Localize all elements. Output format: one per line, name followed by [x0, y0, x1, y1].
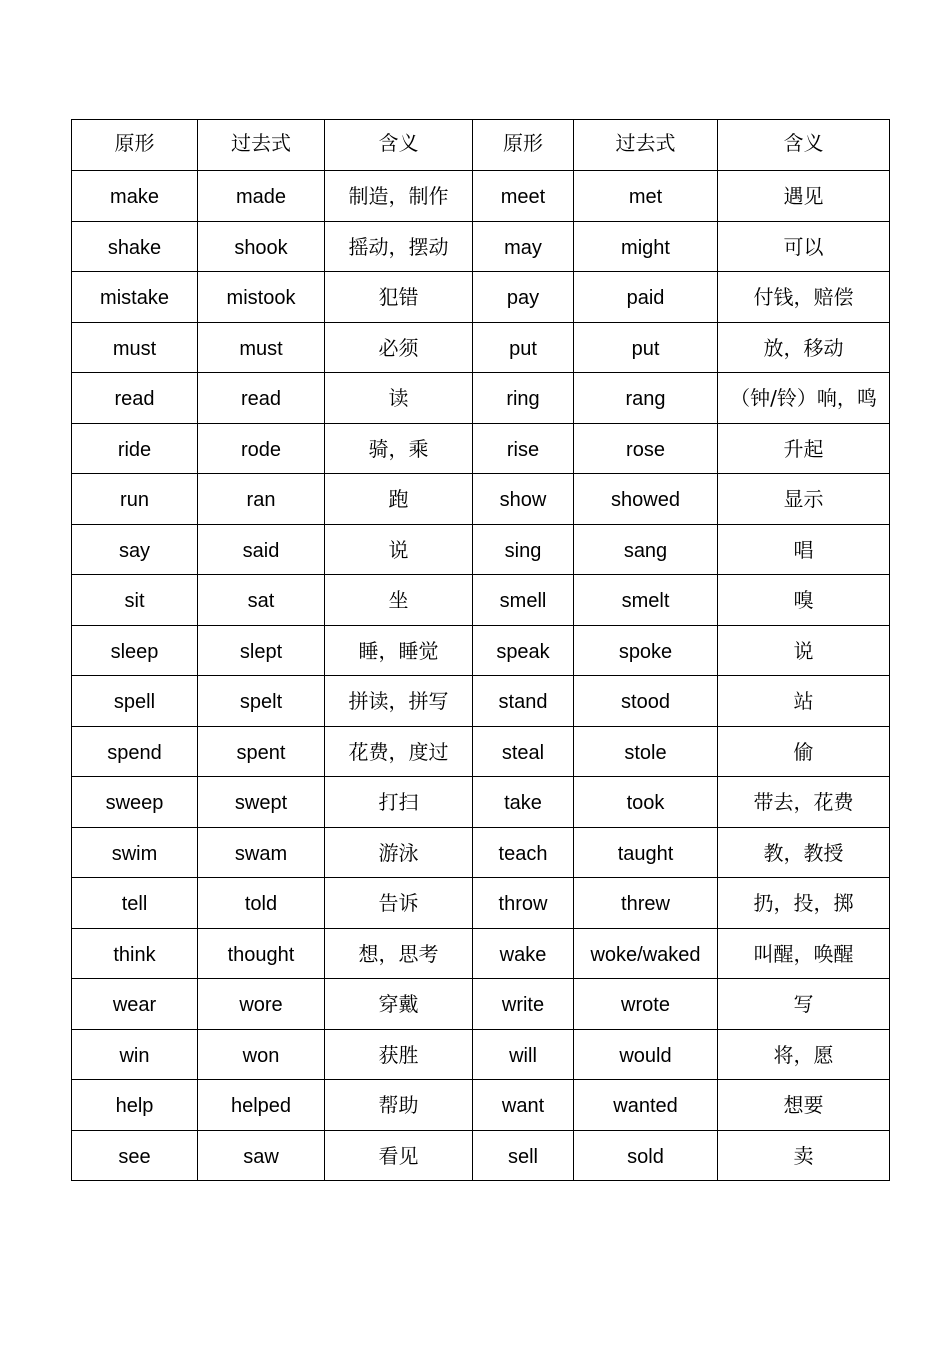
cell-text: steal — [501, 741, 545, 764]
cell-base-form — [72, 625, 198, 676]
cell-base-form — [473, 1029, 574, 1080]
cell-text: 骑，乘 — [368, 436, 429, 461]
header-label: 过去式 — [615, 130, 676, 155]
cell-past-tense — [198, 1029, 325, 1080]
cell-past-tense — [574, 171, 718, 222]
cell-text: must — [239, 337, 283, 360]
cell-meaning — [718, 1029, 890, 1080]
cell-text: 花费，度过 — [348, 739, 449, 764]
cell-text: see — [118, 1145, 151, 1168]
cell-past-tense — [198, 1130, 325, 1181]
cell-text: might — [621, 236, 670, 259]
cell-past-tense — [574, 221, 718, 272]
cell-text: wrote — [621, 994, 670, 1017]
cell-past-tense — [198, 373, 325, 424]
cell-text: 嗅 — [793, 588, 814, 613]
cell-past-tense — [574, 524, 718, 575]
cell-meaning — [325, 1080, 473, 1131]
cell-text: swim — [111, 842, 158, 865]
cell-meaning — [718, 1130, 890, 1181]
table-row — [72, 322, 890, 373]
cell-text: write — [501, 994, 545, 1017]
cell-text: 放，移动 — [763, 335, 844, 360]
cell-text: 升起 — [783, 436, 824, 461]
cell-text: 摇动，摆动 — [348, 234, 449, 259]
cell-text: mistook — [226, 287, 296, 310]
table-row — [72, 221, 890, 272]
cell-text: tell — [121, 893, 148, 916]
cell-text: sang — [623, 539, 668, 562]
cell-past-tense — [574, 575, 718, 626]
cell-text: read — [240, 388, 282, 411]
cell-base-form — [473, 524, 574, 575]
cell-base-form — [473, 827, 574, 878]
table-row — [72, 171, 890, 222]
cell-past-tense — [574, 676, 718, 727]
header-base-form — [72, 120, 198, 171]
cell-text: 看见 — [378, 1143, 419, 1168]
cell-meaning — [718, 979, 890, 1030]
cell-past-tense — [574, 1080, 718, 1131]
cell-base-form — [72, 221, 198, 272]
cell-base-form — [473, 726, 574, 777]
cell-base-form — [72, 272, 198, 323]
cell-text: spend — [107, 741, 162, 764]
cell-text: made — [235, 186, 287, 209]
cell-text: ride — [117, 438, 152, 461]
cell-text: 遇见 — [783, 184, 824, 209]
cell-past-tense — [198, 827, 325, 878]
cell-base-form — [72, 474, 198, 525]
cell-base-form — [72, 1130, 198, 1181]
table-body — [72, 120, 890, 1181]
cell-past-tense — [198, 272, 325, 323]
cell-text: paid — [626, 287, 665, 310]
table-row — [72, 676, 890, 727]
cell-past-tense — [574, 1130, 718, 1181]
cell-meaning — [325, 676, 473, 727]
cell-base-form — [72, 777, 198, 828]
cell-base-form — [473, 423, 574, 474]
cell-text: took — [626, 792, 665, 815]
cell-base-form — [72, 928, 198, 979]
cell-meaning — [718, 272, 890, 323]
cell-text: teach — [498, 842, 548, 865]
cell-past-tense — [574, 272, 718, 323]
cell-text: 必须 — [378, 335, 419, 360]
cell-text: put — [631, 337, 660, 360]
cell-base-form — [473, 625, 574, 676]
cell-base-form — [72, 322, 198, 373]
cell-text: rose — [626, 438, 665, 461]
cell-base-form — [72, 373, 198, 424]
cell-base-form — [72, 827, 198, 878]
cell-text: 卖 — [793, 1143, 814, 1168]
header-label: 原形 — [114, 130, 155, 155]
cell-text: spelt — [239, 691, 283, 714]
table-row — [72, 726, 890, 777]
cell-past-tense — [574, 322, 718, 373]
cell-meaning — [325, 777, 473, 828]
cell-text: spoke — [618, 640, 673, 663]
cell-meaning — [718, 1080, 890, 1131]
table-row — [72, 1029, 890, 1080]
cell-text: told — [244, 893, 278, 916]
cell-text: ring — [506, 388, 540, 411]
cell-meaning — [325, 928, 473, 979]
cell-meaning — [325, 221, 473, 272]
cell-text: sweep — [105, 792, 164, 815]
cell-text: throw — [498, 893, 548, 916]
cell-text: want — [501, 1095, 545, 1118]
cell-text: 唱 — [793, 537, 814, 562]
cell-text: show — [499, 489, 547, 512]
cell-past-tense — [198, 979, 325, 1030]
cell-past-tense — [574, 423, 718, 474]
cell-past-tense — [198, 322, 325, 373]
cell-past-tense — [574, 979, 718, 1030]
table-row — [72, 625, 890, 676]
header-meaning — [325, 120, 473, 171]
cell-meaning — [718, 373, 890, 424]
cell-base-form — [72, 979, 198, 1030]
cell-past-tense — [574, 474, 718, 525]
cell-text: sing — [504, 539, 542, 562]
cell-text: mistake — [100, 287, 169, 310]
cell-base-form — [473, 1080, 574, 1131]
cell-past-tense — [198, 524, 325, 575]
cell-past-tense — [198, 575, 325, 626]
cell-text: rise — [506, 438, 540, 461]
cell-base-form — [72, 423, 198, 474]
cell-text: 带去，花费 — [753, 790, 854, 815]
cell-meaning — [718, 928, 890, 979]
cell-base-form — [473, 171, 574, 222]
cell-text: 游泳 — [378, 840, 419, 865]
cell-meaning — [718, 322, 890, 373]
cell-meaning — [718, 827, 890, 878]
cell-text: 帮助 — [378, 1093, 419, 1118]
cell-text: 显示 — [783, 487, 824, 512]
cell-past-tense — [574, 373, 718, 424]
cell-meaning — [718, 575, 890, 626]
cell-text: sleep — [110, 640, 159, 663]
cell-base-form — [473, 928, 574, 979]
cell-text: sell — [507, 1145, 538, 1168]
cell-base-form — [473, 322, 574, 373]
cell-text: 坐 — [388, 588, 409, 613]
table-row — [72, 474, 890, 525]
cell-base-form — [473, 979, 574, 1030]
cell-base-form — [72, 524, 198, 575]
cell-text: 跑 — [388, 487, 409, 512]
cell-text: shake — [107, 236, 162, 259]
cell-base-form — [473, 878, 574, 929]
cell-text: smell — [499, 590, 547, 613]
cell-meaning — [718, 625, 890, 676]
cell-meaning — [718, 474, 890, 525]
header-label: 原形 — [503, 130, 543, 155]
cell-text: thought — [227, 943, 295, 966]
cell-text: help — [115, 1095, 154, 1118]
cell-past-tense — [198, 423, 325, 474]
cell-base-form — [473, 272, 574, 323]
cell-past-tense — [198, 676, 325, 727]
cell-past-tense — [574, 878, 718, 929]
cell-base-form — [72, 878, 198, 929]
cell-text: helped — [230, 1095, 292, 1118]
cell-text: 穿戴 — [378, 992, 419, 1017]
header-past-tense — [574, 120, 718, 171]
cell-meaning — [325, 878, 473, 929]
cell-meaning — [718, 676, 890, 727]
cell-meaning — [718, 726, 890, 777]
cell-meaning — [718, 777, 890, 828]
cell-text: smelt — [621, 590, 670, 613]
cell-text: showed — [611, 489, 680, 512]
cell-past-tense — [574, 827, 718, 878]
cell-text: may — [504, 236, 542, 259]
cell-text: 说 — [793, 638, 814, 663]
cell-text: 教，教授 — [763, 840, 844, 865]
cell-base-form — [473, 676, 574, 727]
cell-text: shook — [234, 236, 288, 259]
table-row — [72, 827, 890, 878]
cell-meaning — [325, 524, 473, 575]
header-meaning — [718, 120, 890, 171]
cell-past-tense — [198, 928, 325, 979]
cell-meaning — [718, 878, 890, 929]
cell-text: spell — [113, 691, 156, 714]
cell-text: must — [112, 337, 157, 360]
cell-meaning — [325, 474, 473, 525]
cell-meaning — [718, 221, 890, 272]
cell-text: wore — [239, 994, 283, 1017]
cell-text: ran — [246, 489, 276, 512]
table-row — [72, 979, 890, 1030]
cell-text: make — [110, 186, 159, 209]
cell-meaning — [718, 171, 890, 222]
cell-meaning — [718, 423, 890, 474]
cell-text: stand — [498, 691, 548, 714]
cell-text: run — [120, 489, 149, 512]
cell-text: 可以 — [783, 234, 824, 259]
cell-text: say — [118, 539, 151, 562]
cell-text: sold — [627, 1145, 664, 1168]
header-label: 过去式 — [231, 130, 291, 155]
cell-past-tense — [574, 726, 718, 777]
table-row — [72, 928, 890, 979]
cell-past-tense — [574, 777, 718, 828]
cell-past-tense — [198, 171, 325, 222]
table-row — [72, 272, 890, 323]
cell-text: meet — [500, 186, 546, 209]
cell-text: 制造，制作 — [348, 184, 449, 209]
cell-text: 将，愿 — [773, 1042, 834, 1067]
cell-text: 站 — [793, 689, 814, 714]
cell-past-tense — [198, 878, 325, 929]
header-past-tense — [198, 120, 325, 171]
cell-past-tense — [198, 625, 325, 676]
cell-text: 偷 — [793, 739, 814, 764]
table-row — [72, 373, 890, 424]
cell-text: stood — [621, 691, 670, 714]
cell-text: sat — [247, 590, 275, 613]
cell-text: threw — [621, 893, 670, 916]
cell-text: 犯错 — [378, 285, 419, 310]
cell-text: stole — [624, 741, 667, 764]
cell-past-tense — [198, 777, 325, 828]
cell-past-tense — [574, 928, 718, 979]
cell-meaning — [325, 272, 473, 323]
cell-text: put — [509, 337, 537, 360]
cell-meaning — [325, 1130, 473, 1181]
cell-meaning — [325, 423, 473, 474]
irregular-verbs-table — [71, 119, 890, 1181]
cell-text: speak — [496, 640, 550, 663]
cell-text: 说 — [388, 537, 409, 562]
cell-text: take — [504, 792, 542, 815]
cell-text: rang — [625, 388, 666, 411]
cell-text: swam — [234, 842, 288, 865]
cell-text: sit — [124, 590, 145, 613]
cell-text: woke/waked — [590, 943, 701, 966]
cell-past-tense — [198, 221, 325, 272]
table-row — [72, 878, 890, 929]
cell-base-form — [72, 676, 198, 727]
cell-text: 打扫 — [378, 790, 419, 815]
cell-text: read — [114, 388, 155, 411]
cell-meaning — [325, 726, 473, 777]
cell-base-form — [72, 1080, 198, 1131]
cell-text: wanted — [613, 1095, 678, 1118]
cell-text: swept — [234, 792, 288, 815]
cell-text: 扔，投，掷 — [753, 891, 854, 916]
cell-text: 获胜 — [378, 1042, 419, 1067]
cell-past-tense — [198, 726, 325, 777]
cell-base-form — [473, 373, 574, 424]
cell-meaning — [718, 524, 890, 575]
cell-text: won — [242, 1044, 280, 1067]
cell-text: 写 — [793, 992, 814, 1017]
cell-text: taught — [617, 842, 674, 865]
cell-text: 告诉 — [378, 891, 419, 916]
cell-text: would — [619, 1044, 672, 1067]
cell-text: 读 — [388, 386, 409, 411]
cell-base-form — [72, 575, 198, 626]
cell-text: wear — [112, 994, 157, 1017]
table-row — [72, 524, 890, 575]
cell-text: slept — [239, 640, 283, 663]
cell-base-form — [473, 474, 574, 525]
table-row — [72, 1080, 890, 1131]
header-label: 含义 — [783, 130, 824, 155]
cell-text: think — [113, 943, 156, 966]
cell-meaning — [325, 1029, 473, 1080]
table-row — [72, 777, 890, 828]
cell-text: 想，思考 — [358, 941, 439, 966]
cell-text: win — [119, 1044, 150, 1067]
cell-text: 叫醒，唤醒 — [753, 941, 854, 966]
table-row — [72, 575, 890, 626]
cell-text: 付钱，赔偿 — [753, 285, 854, 310]
cell-past-tense — [198, 474, 325, 525]
cell-text: said — [242, 539, 280, 562]
cell-meaning — [325, 575, 473, 626]
cell-text: met — [628, 186, 663, 209]
cell-meaning — [325, 827, 473, 878]
cell-past-tense — [198, 1080, 325, 1131]
cell-past-tense — [574, 1029, 718, 1080]
cell-text: 拼读，拼写 — [348, 689, 449, 714]
cell-past-tense — [574, 625, 718, 676]
cell-base-form — [473, 575, 574, 626]
cell-base-form — [72, 726, 198, 777]
cell-base-form — [473, 221, 574, 272]
table-row — [72, 423, 890, 474]
table-header-row — [72, 120, 890, 171]
cell-base-form — [473, 777, 574, 828]
cell-base-form — [72, 1029, 198, 1080]
cell-text: wake — [499, 943, 547, 966]
cell-text: rode — [240, 438, 282, 461]
cell-text: pay — [506, 287, 540, 310]
table-row — [72, 1130, 890, 1181]
cell-meaning — [325, 979, 473, 1030]
cell-meaning — [325, 625, 473, 676]
cell-meaning — [325, 373, 473, 424]
header-label: 含义 — [378, 130, 419, 155]
cell-base-form — [473, 1130, 574, 1181]
cell-text: spent — [236, 741, 286, 764]
cell-text: （钟/铃）响，鸣 — [730, 386, 877, 411]
cell-text: 睡，睡觉 — [358, 638, 439, 663]
header-base-form — [473, 120, 574, 171]
cell-meaning — [325, 322, 473, 373]
cell-base-form — [72, 171, 198, 222]
cell-text: 想要 — [783, 1093, 824, 1118]
cell-text: saw — [243, 1145, 279, 1168]
cell-text: will — [509, 1044, 537, 1067]
cell-meaning — [325, 171, 473, 222]
